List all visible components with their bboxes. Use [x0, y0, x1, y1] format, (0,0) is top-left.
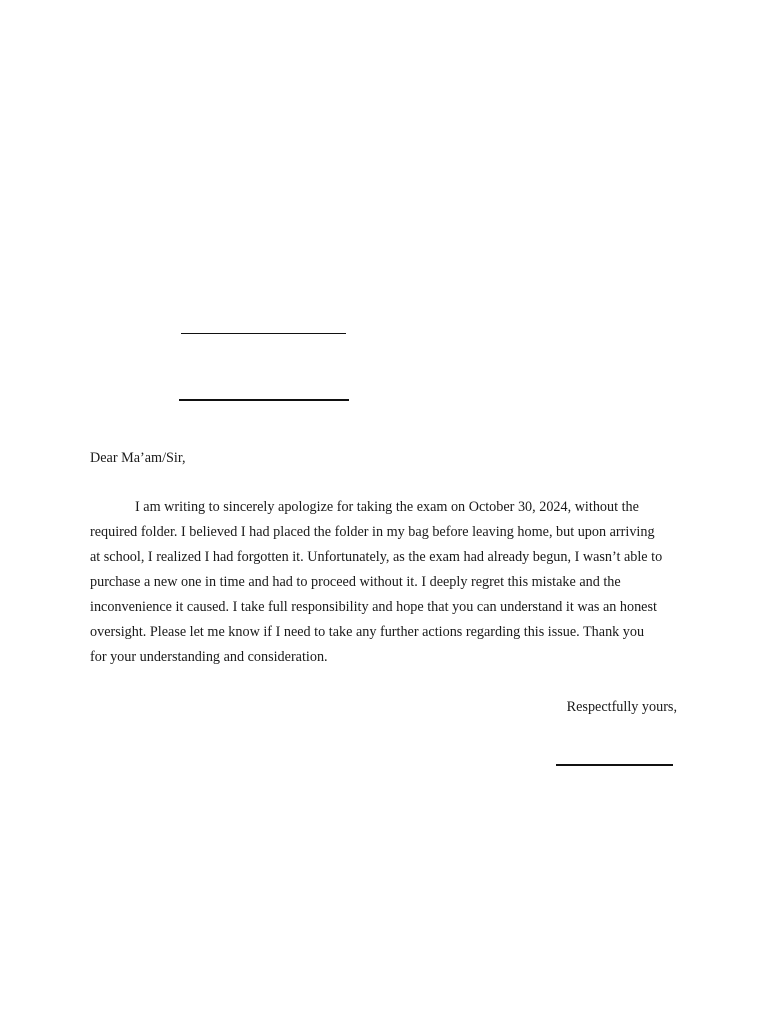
body-line: I am writing to sincerely apologize for taking the exam on October 30, 2024, without the — [135, 499, 639, 515]
body-line: inconvenience it caused. I take full responsibility and hope that you can understand it was an honest — [90, 599, 657, 615]
body-line: oversight. Please let me know if I need to take any further actions regarding this issue. Thank you — [90, 624, 645, 640]
signature-line — [556, 764, 673, 766]
body-line: purchase a new one in time and had to proceed without it. I deeply regret this mistake and the — [90, 574, 621, 590]
blank-line-recipient-title — [179, 399, 349, 401]
body-line: for your understanding and consideration. — [90, 649, 328, 665]
body-line: required folder. I believed I had placed the folder in my bag before leaving home, but upon arriving — [90, 524, 655, 540]
blank-line-recipient-name — [181, 333, 346, 334]
body-line: at school, I realized I had forgotten it. Unfortunately, as the exam had already begun, I wasn’t able to — [90, 549, 663, 565]
salutation: Dear Ma’am/Sir, — [90, 450, 186, 466]
closing: Respectfully yours, — [566, 699, 677, 715]
